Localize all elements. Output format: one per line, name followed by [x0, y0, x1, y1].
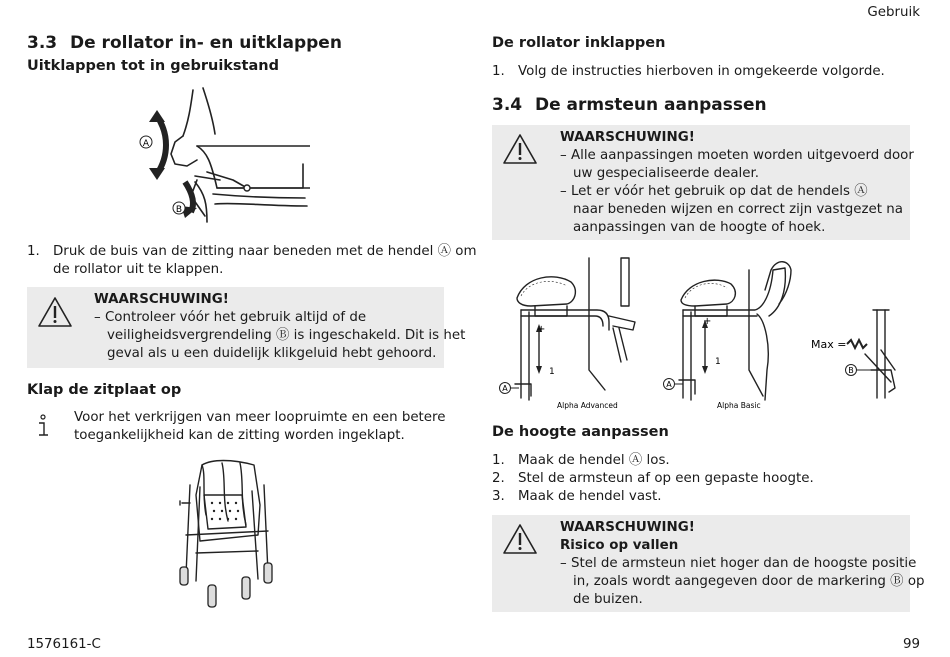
section-3-3-title: De rollator in- en uitklappen [70, 33, 342, 53]
chapter-header: Gebruik [867, 5, 920, 20]
height-step-2-text: Stel de armsteun af op een gepaste hoogte. [518, 471, 814, 486]
warning-icon [502, 523, 538, 555]
warning-icon [37, 296, 73, 328]
page-number: 99 [902, 637, 920, 652]
fig-plus-1: + [537, 324, 546, 335]
step-1-line-2: de rollator uit te klappen. [53, 262, 224, 277]
warning-2-line-1: – Alle aanpassingen moeten worden uitgevoerd door [560, 148, 914, 163]
info-line-1: Voor het verkrijgen van meer loopruimte en een betere [74, 410, 446, 425]
seat-fold-illustration [172, 455, 282, 615]
warning-2-line-4: naar beneden wijzen en correct zijn vastgezet na [573, 202, 903, 217]
warning-1-line-1: – Controleer vóór het gebruik altijd of de [94, 310, 367, 325]
section-3-3-number: 3.3 [27, 33, 58, 53]
fig-plus-2: + [703, 316, 712, 327]
warning-1-line-2: veiligheidsvergrendeling Ⓑ is ingeschakeld. Dit is het [107, 328, 466, 343]
subheading-unfold: Uitklappen tot in gebruikstand [27, 58, 279, 74]
fig-alpha-advanced: Alpha Advanced [557, 401, 618, 410]
height-step-3-number: 3. [492, 489, 505, 504]
fig-alpha-basic: Alpha Basic [717, 401, 761, 410]
warning-1-title: WAARSCHUWING! [94, 292, 229, 307]
section-3-4-title: De armsteun aanpassen [535, 95, 767, 115]
subheading-fold-seat: Klap de zitplaat op [27, 382, 182, 398]
height-step-1-number: 1. [492, 453, 505, 468]
height-step-3-text: Maak de hendel vast. [518, 489, 662, 504]
warning-1-line-3: geval als u een duidelijk klikgeluid hebt gehoord. [107, 346, 437, 361]
fig1-label-b: B [175, 205, 183, 215]
warning-box-fall-risk [492, 515, 925, 612]
fig-one-2: 1 [715, 357, 721, 367]
subheading-fold-in: De rollator inklappen [492, 35, 666, 51]
fig-one-1: 1 [549, 367, 555, 377]
warning-3-line-1: – Stel de armsteun niet hoger dan de hoogste positie [560, 556, 917, 571]
fold-step-number: 1. [492, 64, 505, 79]
warning-3-line-2: in, zoals wordt aangegeven door de markering Ⓑ op [573, 574, 925, 589]
warning-2-title: WAARSCHUWING! [560, 130, 695, 145]
fig-label-a-advanced: A [502, 384, 508, 393]
fig-max-label: Max = [811, 338, 847, 351]
warning-box-dealer [492, 125, 914, 240]
warning-3-subtitle: Risico op vallen [560, 538, 679, 553]
fig-label-a-basic: A [666, 380, 672, 389]
warning-3-title: WAARSCHUWING! [560, 520, 695, 535]
fig1-label-a: A [142, 139, 150, 149]
warning-box-safety-lock [27, 287, 466, 368]
fold-step-text: Volg de instructies hierboven in omgekeerde volgorde. [518, 64, 885, 79]
doc-number: 1576161-C [27, 637, 101, 652]
armrest-illustration [495, 250, 910, 412]
height-step-2-number: 2. [492, 471, 505, 486]
step-1-number: 1. [27, 244, 40, 259]
unfold-illustration [135, 84, 310, 224]
warning-2-line-5: aanpassingen van de hoogte of hoek. [573, 220, 826, 235]
section-3-4-number: 3.4 [492, 95, 523, 115]
height-step-1-text: Maak de hendel Ⓐ los. [518, 453, 670, 468]
warning-icon [502, 133, 538, 165]
warning-2-line-2: uw gespecialiseerde dealer. [573, 166, 760, 181]
info-line-2: toegankelijkheid kan de zitting worden ingeklapt. [74, 428, 405, 443]
step-1-line-1: Druk de buis van de zitting naar beneden met de hendel Ⓐ om [53, 244, 477, 259]
subheading-height: De hoogte aanpassen [492, 424, 669, 440]
warning-2-line-3: – Let er vóór het gebruik op dat de hendels Ⓐ [560, 184, 868, 199]
info-icon [36, 414, 50, 438]
warning-3-line-3: de buizen. [573, 592, 643, 607]
info-note [74, 409, 446, 445]
fig-label-b: B [848, 366, 854, 375]
